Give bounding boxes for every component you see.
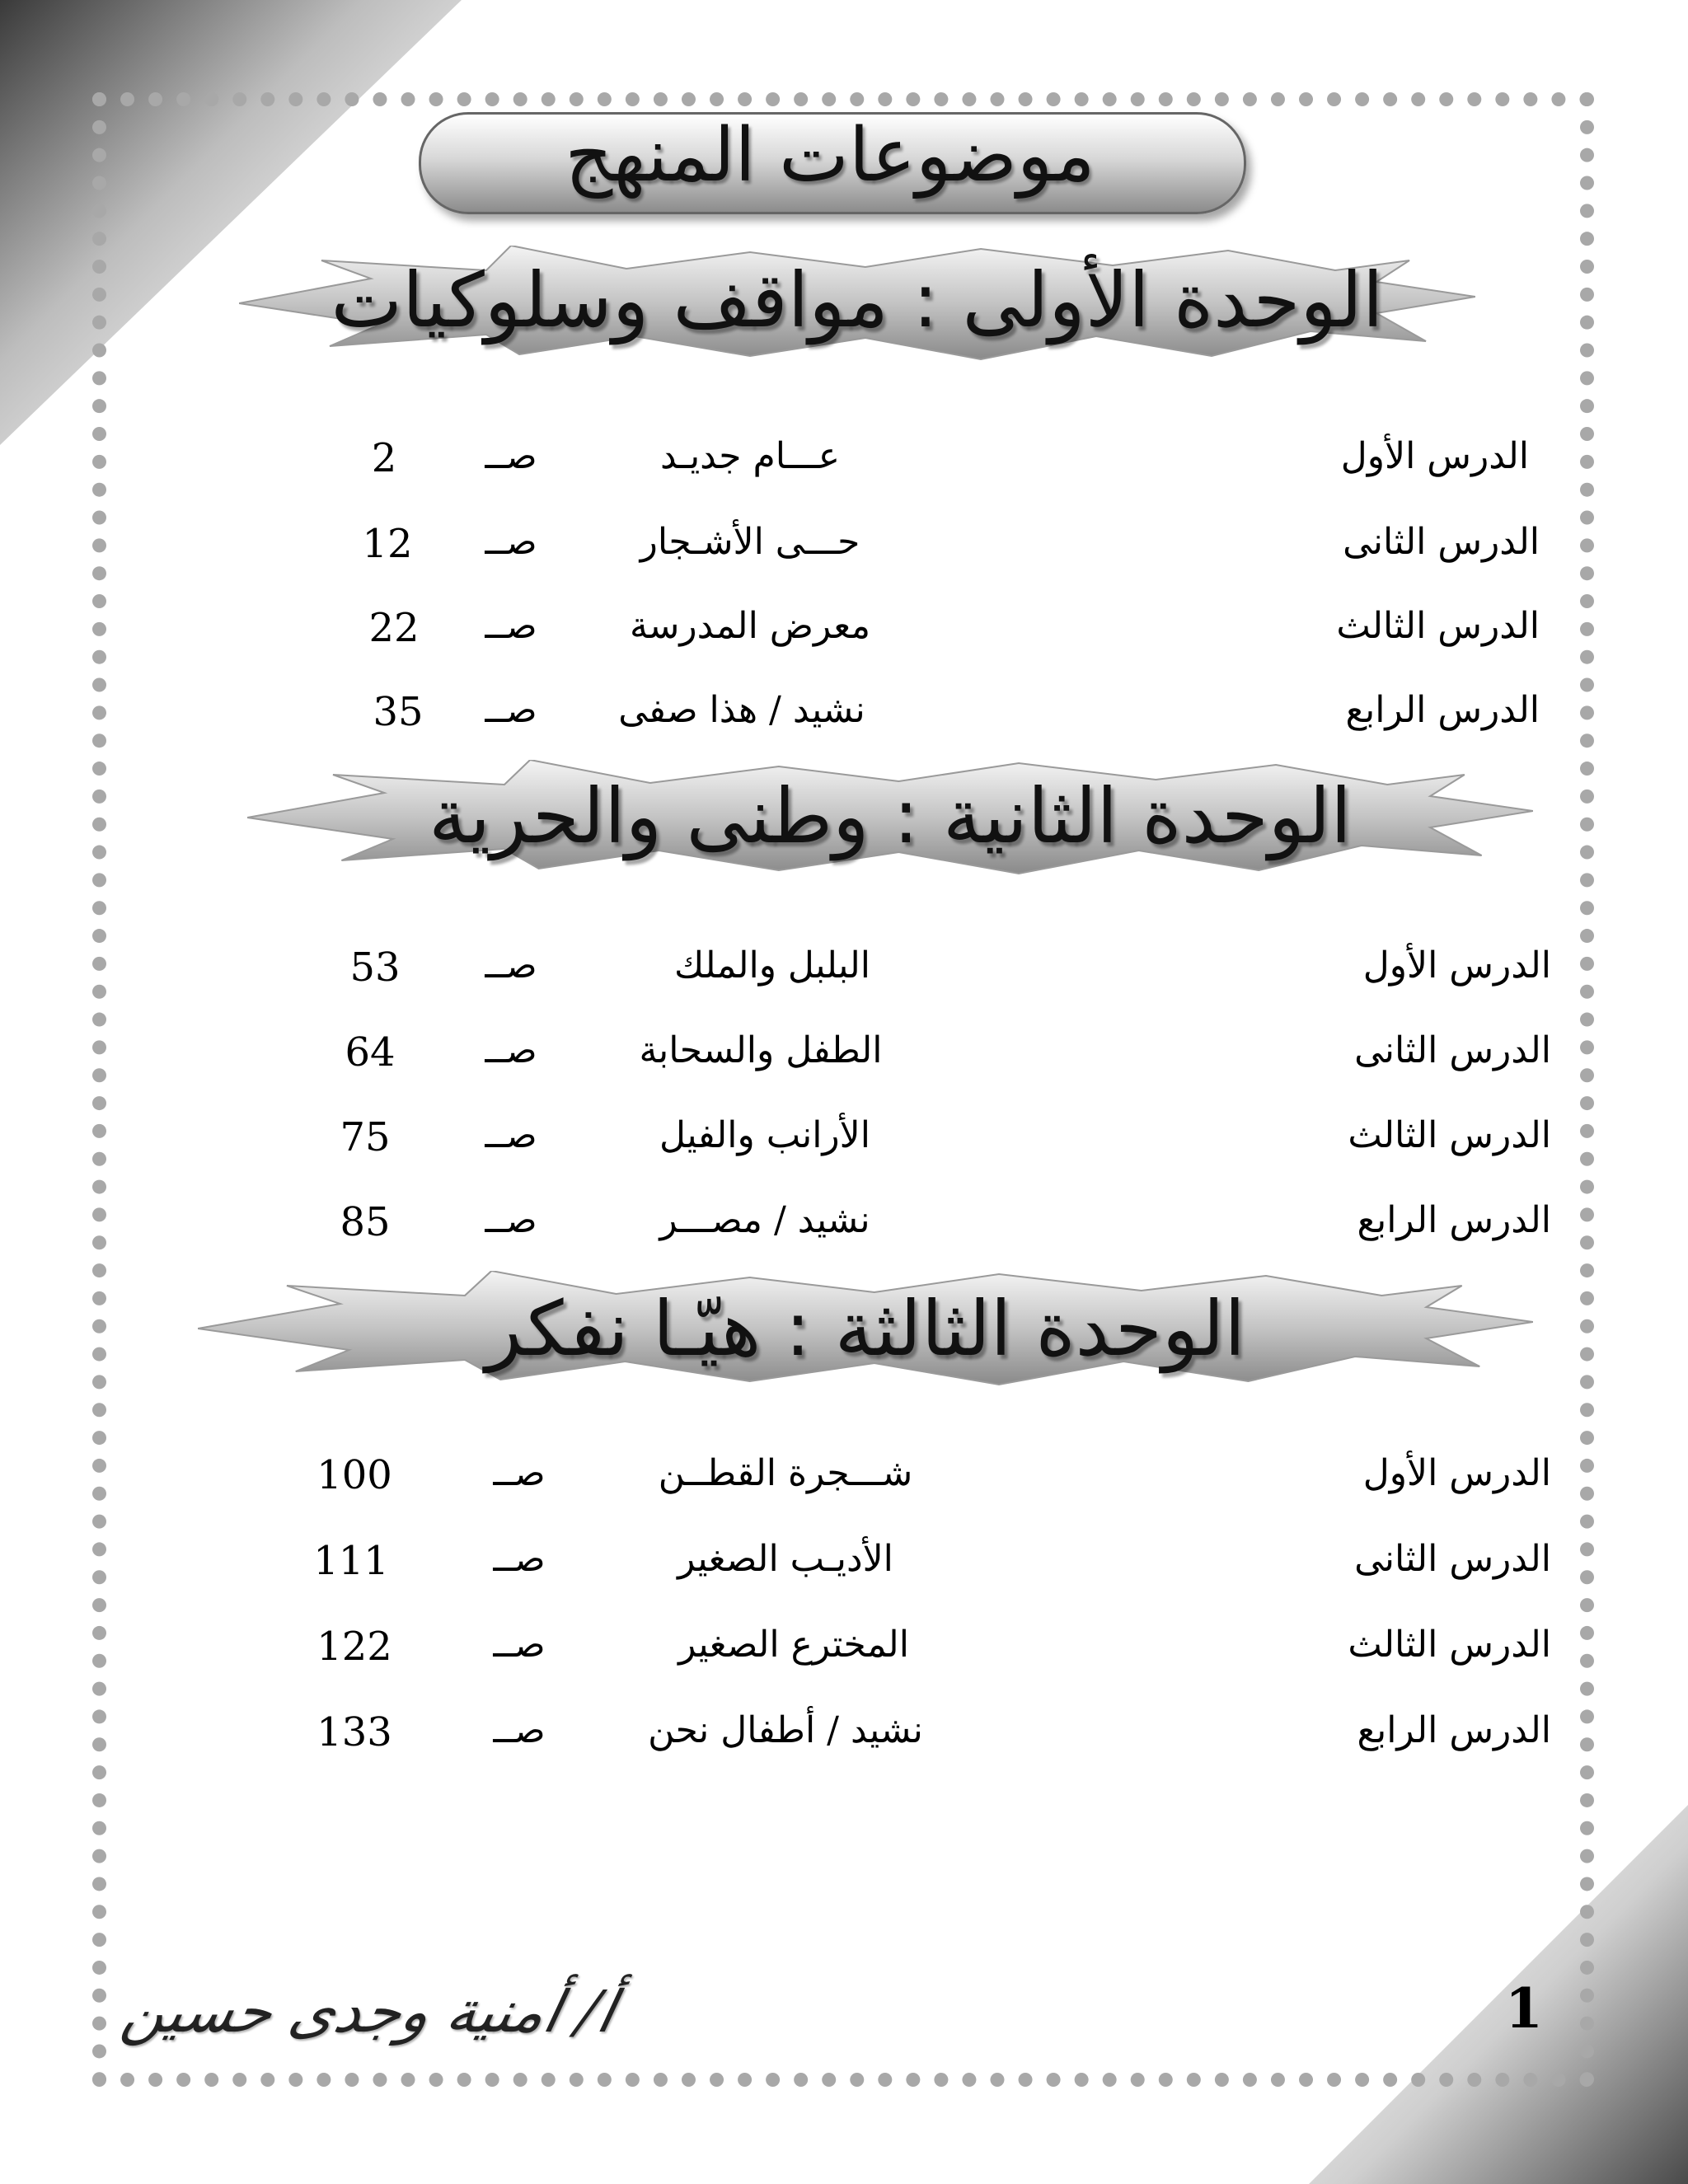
page-abbrev: صــ xyxy=(485,1114,537,1156)
page-abbrev: صــ xyxy=(485,689,537,731)
lesson-row xyxy=(0,1452,1688,1518)
lesson-label: الدرس الأول xyxy=(1362,1452,1551,1494)
lesson-row xyxy=(0,944,1688,1010)
lesson-row xyxy=(0,1624,1688,1690)
lesson-label: الدرس الثالث xyxy=(1348,1624,1551,1666)
lesson-label: الدرس الرابع xyxy=(1345,689,1540,731)
lesson-title: الطفل والسحابة xyxy=(639,1029,883,1071)
page-number: 1 xyxy=(1505,1976,1543,2041)
lesson-title: حـــى الأشـجار xyxy=(640,521,860,563)
lesson-label: الدرس الثالث xyxy=(1348,1114,1551,1156)
unit-3-title: الوحدة الثالثة : هيّـا نفكر xyxy=(485,1285,1245,1373)
page-abbrev: صــ xyxy=(493,1624,546,1666)
page-abbrev: صــ xyxy=(493,1709,546,1751)
lesson-row xyxy=(0,521,1688,587)
lesson-row xyxy=(0,1709,1688,1775)
page-abbrev: صــ xyxy=(485,435,537,477)
page-reference: 111 xyxy=(313,1538,389,1584)
unit-1-title: الوحدة الأولى : مواقف وسلوكيات xyxy=(331,256,1384,344)
page-abbrev: صــ xyxy=(485,944,537,987)
lesson-label: الدرس الرابع xyxy=(1357,1199,1551,1241)
lesson-label: الدرس الأول xyxy=(1362,944,1551,987)
page-abbrev: صــ xyxy=(493,1538,546,1580)
lesson-title: الأرانب والفيل xyxy=(659,1114,870,1156)
page-abbrev: صــ xyxy=(485,1199,537,1241)
lesson-title: الأديـب الصغير xyxy=(678,1538,893,1580)
lesson-row xyxy=(0,1029,1688,1095)
page-reference: 100 xyxy=(316,1452,392,1498)
page-reference: 12 xyxy=(362,521,413,567)
lesson-title: معرض المدرسة xyxy=(629,605,871,647)
lesson-row xyxy=(0,689,1688,755)
lesson-row xyxy=(0,435,1688,501)
lesson-title: شـــجرة القطــن xyxy=(658,1452,913,1494)
lesson-row xyxy=(0,605,1688,671)
lesson-title: عـــام جديـد xyxy=(659,435,841,477)
page-reference: 53 xyxy=(349,944,401,991)
lesson-label: الدرس الثانى xyxy=(1354,1029,1551,1071)
page-reference: 64 xyxy=(345,1029,396,1076)
page-abbrev: صــ xyxy=(493,1452,546,1494)
lesson-row xyxy=(0,1199,1688,1265)
lesson-title: نشيد / هذا صفى xyxy=(618,689,865,731)
lesson-row xyxy=(0,1114,1688,1180)
page-title: موضوعات المنهج xyxy=(565,112,1095,199)
page-abbrev: صــ xyxy=(485,605,537,647)
page-reference: 22 xyxy=(368,605,420,651)
page-abbrev: صــ xyxy=(485,1029,537,1071)
page-abbrev: صــ xyxy=(485,521,537,563)
page-reference: 133 xyxy=(316,1709,392,1755)
lesson-row xyxy=(0,1538,1688,1604)
lesson-label: الدرس الرابع xyxy=(1357,1709,1551,1751)
unit-2-title: الوحدة الثانية : وطنى والحرية xyxy=(429,772,1352,860)
lesson-label: الدرس الأول xyxy=(1340,435,1529,477)
lesson-label: الدرس الثالث xyxy=(1336,605,1540,647)
page-reference: 2 xyxy=(371,435,397,481)
author-signature: أ/ أمنية وجدى حسين xyxy=(116,1978,621,2046)
page-reference: 75 xyxy=(340,1114,391,1160)
page-reference: 122 xyxy=(316,1624,392,1670)
lesson-title: نشيد / أطفال نحن xyxy=(648,1709,923,1751)
lesson-title: نشيد / مصـــر xyxy=(659,1199,870,1241)
page-reference: 35 xyxy=(373,689,424,735)
page-reference: 85 xyxy=(340,1199,391,1245)
lesson-title: المخترع الصغير xyxy=(678,1624,909,1666)
lesson-title: البلبل والملك xyxy=(673,944,871,987)
lesson-label: الدرس الثانى xyxy=(1343,521,1540,563)
lesson-label: الدرس الثانى xyxy=(1354,1538,1551,1580)
